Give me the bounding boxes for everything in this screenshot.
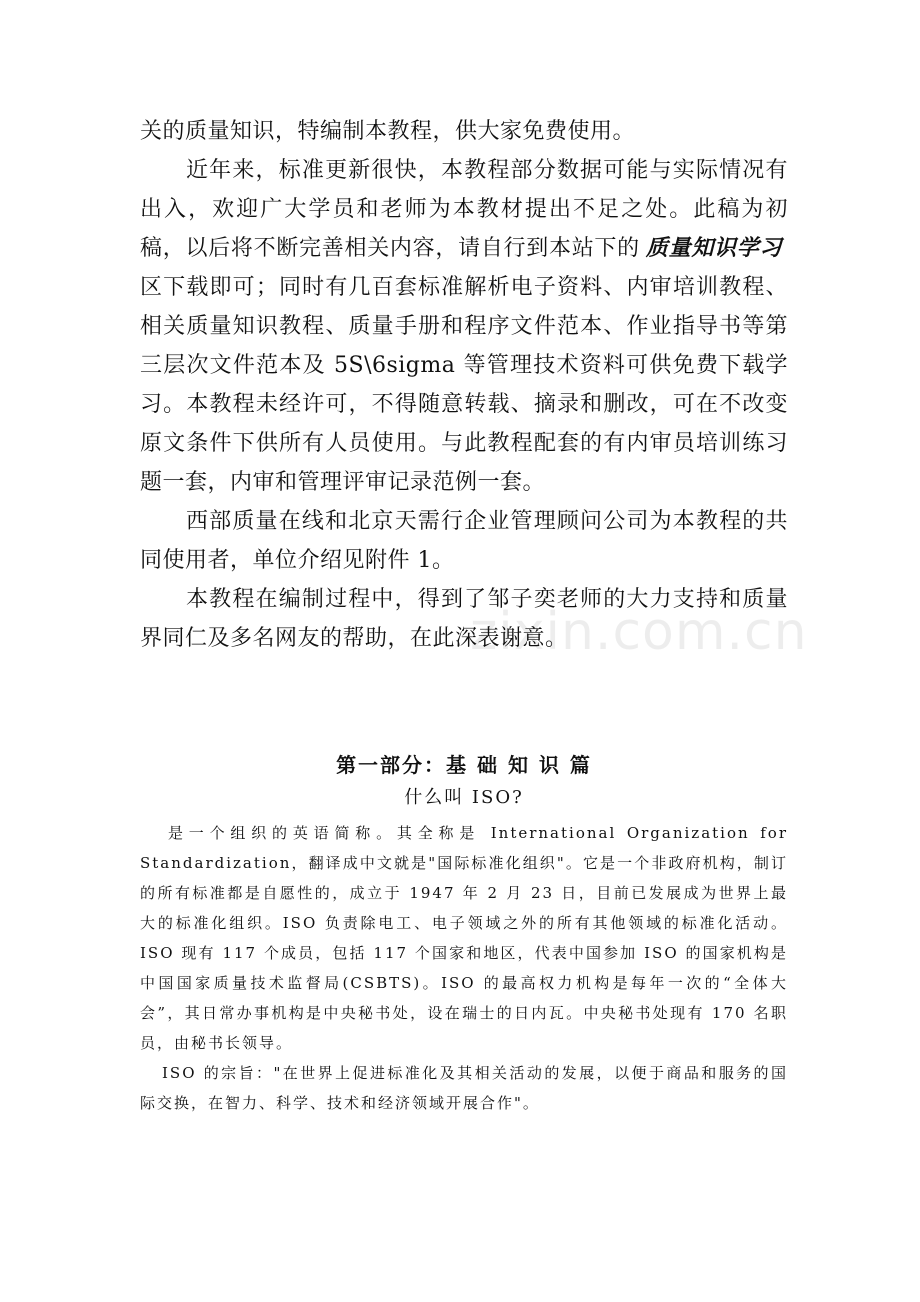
intro-paragraph-2-text: 近年来，标准更新很快，本教程部分数据可能与实际情况有出入，欢迎广大学员和老师为本教材提出不足之处。此稿为初稿，以后将不断完善相关内容，请自行到本站下的 (140, 158, 788, 261)
intro-paragraph-3: 西部质量在线和北京天需行企业管理顾问公司为本教程的共同使用者，单位介绍见附件 1。 (140, 509, 788, 573)
watermark-text: zixin.com.cn (470, 602, 808, 662)
iso-description (140, 818, 788, 1118)
intro-paragraph-1: 关的质量知识，特编制本教程，供大家免费使用。 (140, 119, 636, 144)
intro-paragraph-2-rest: 区下载即可；同时有几百套标准解析电子资料、内审培训教程、相关质量知识教程、质量手册和程序文件范本、作业指导书等第三层次文件范本及 5S\6sigma 等管理技术资料可供免费下载学习。本教程未经许可，不得随意转载、摘录和删改，可在不改变原文条件下供所有人员使用。与此教程配套的有内审员培训练习题一套，内审和管理评审记录范例一套。 (140, 275, 788, 495)
section-title: 第一部分：基 础 知 识 篇 (336, 753, 592, 777)
document-page (140, 112, 788, 1118)
intro-section (140, 112, 788, 658)
iso-paragraph-2: ISO 的宗旨："在世界上促进标准化及其相关活动的发展，以便于商品和服务的国际交换，在智力、科学、技术和经济领域开展合作"。 (140, 1064, 788, 1112)
section-subtitle: 什么叫 ISO? (404, 787, 524, 808)
intro-paragraph-4: 本教程在编制过程中，得到了邹子奕老师的大力支持和质量界同仁及多名网友的帮助，在此深表谢意。 (140, 587, 788, 651)
iso-paragraph-1: 是一个组织的英语简称。其全称是 International Organization for Standardization，翻译成中文就是"国际标准化组织"。它是一个非政府机构，制订的所有标准都是自愿性的，成立于 1947 年 2 月 23 日，目前已发展成为世界上最大的标准化组织。ISO 负责除电工、电子领域之外的所有其他领域的标准化活动。ISO 现有 117 个成员，包括 117 个国家和地区，代表中国参加 ISO 的国家机构是中国国家质量技术监督局(CSBTS)。ISO 的最高权力机构是每年一次的“全体大会”，其日常办事机构是中央秘书处，设在瑞士的日内瓦。中央秘书处现有 170 名职员，由秘书长领导。 (140, 824, 788, 1052)
quality-knowledge-emphasis: 质量知识学习 (645, 236, 782, 261)
intro-paragraph-2 (140, 151, 788, 502)
